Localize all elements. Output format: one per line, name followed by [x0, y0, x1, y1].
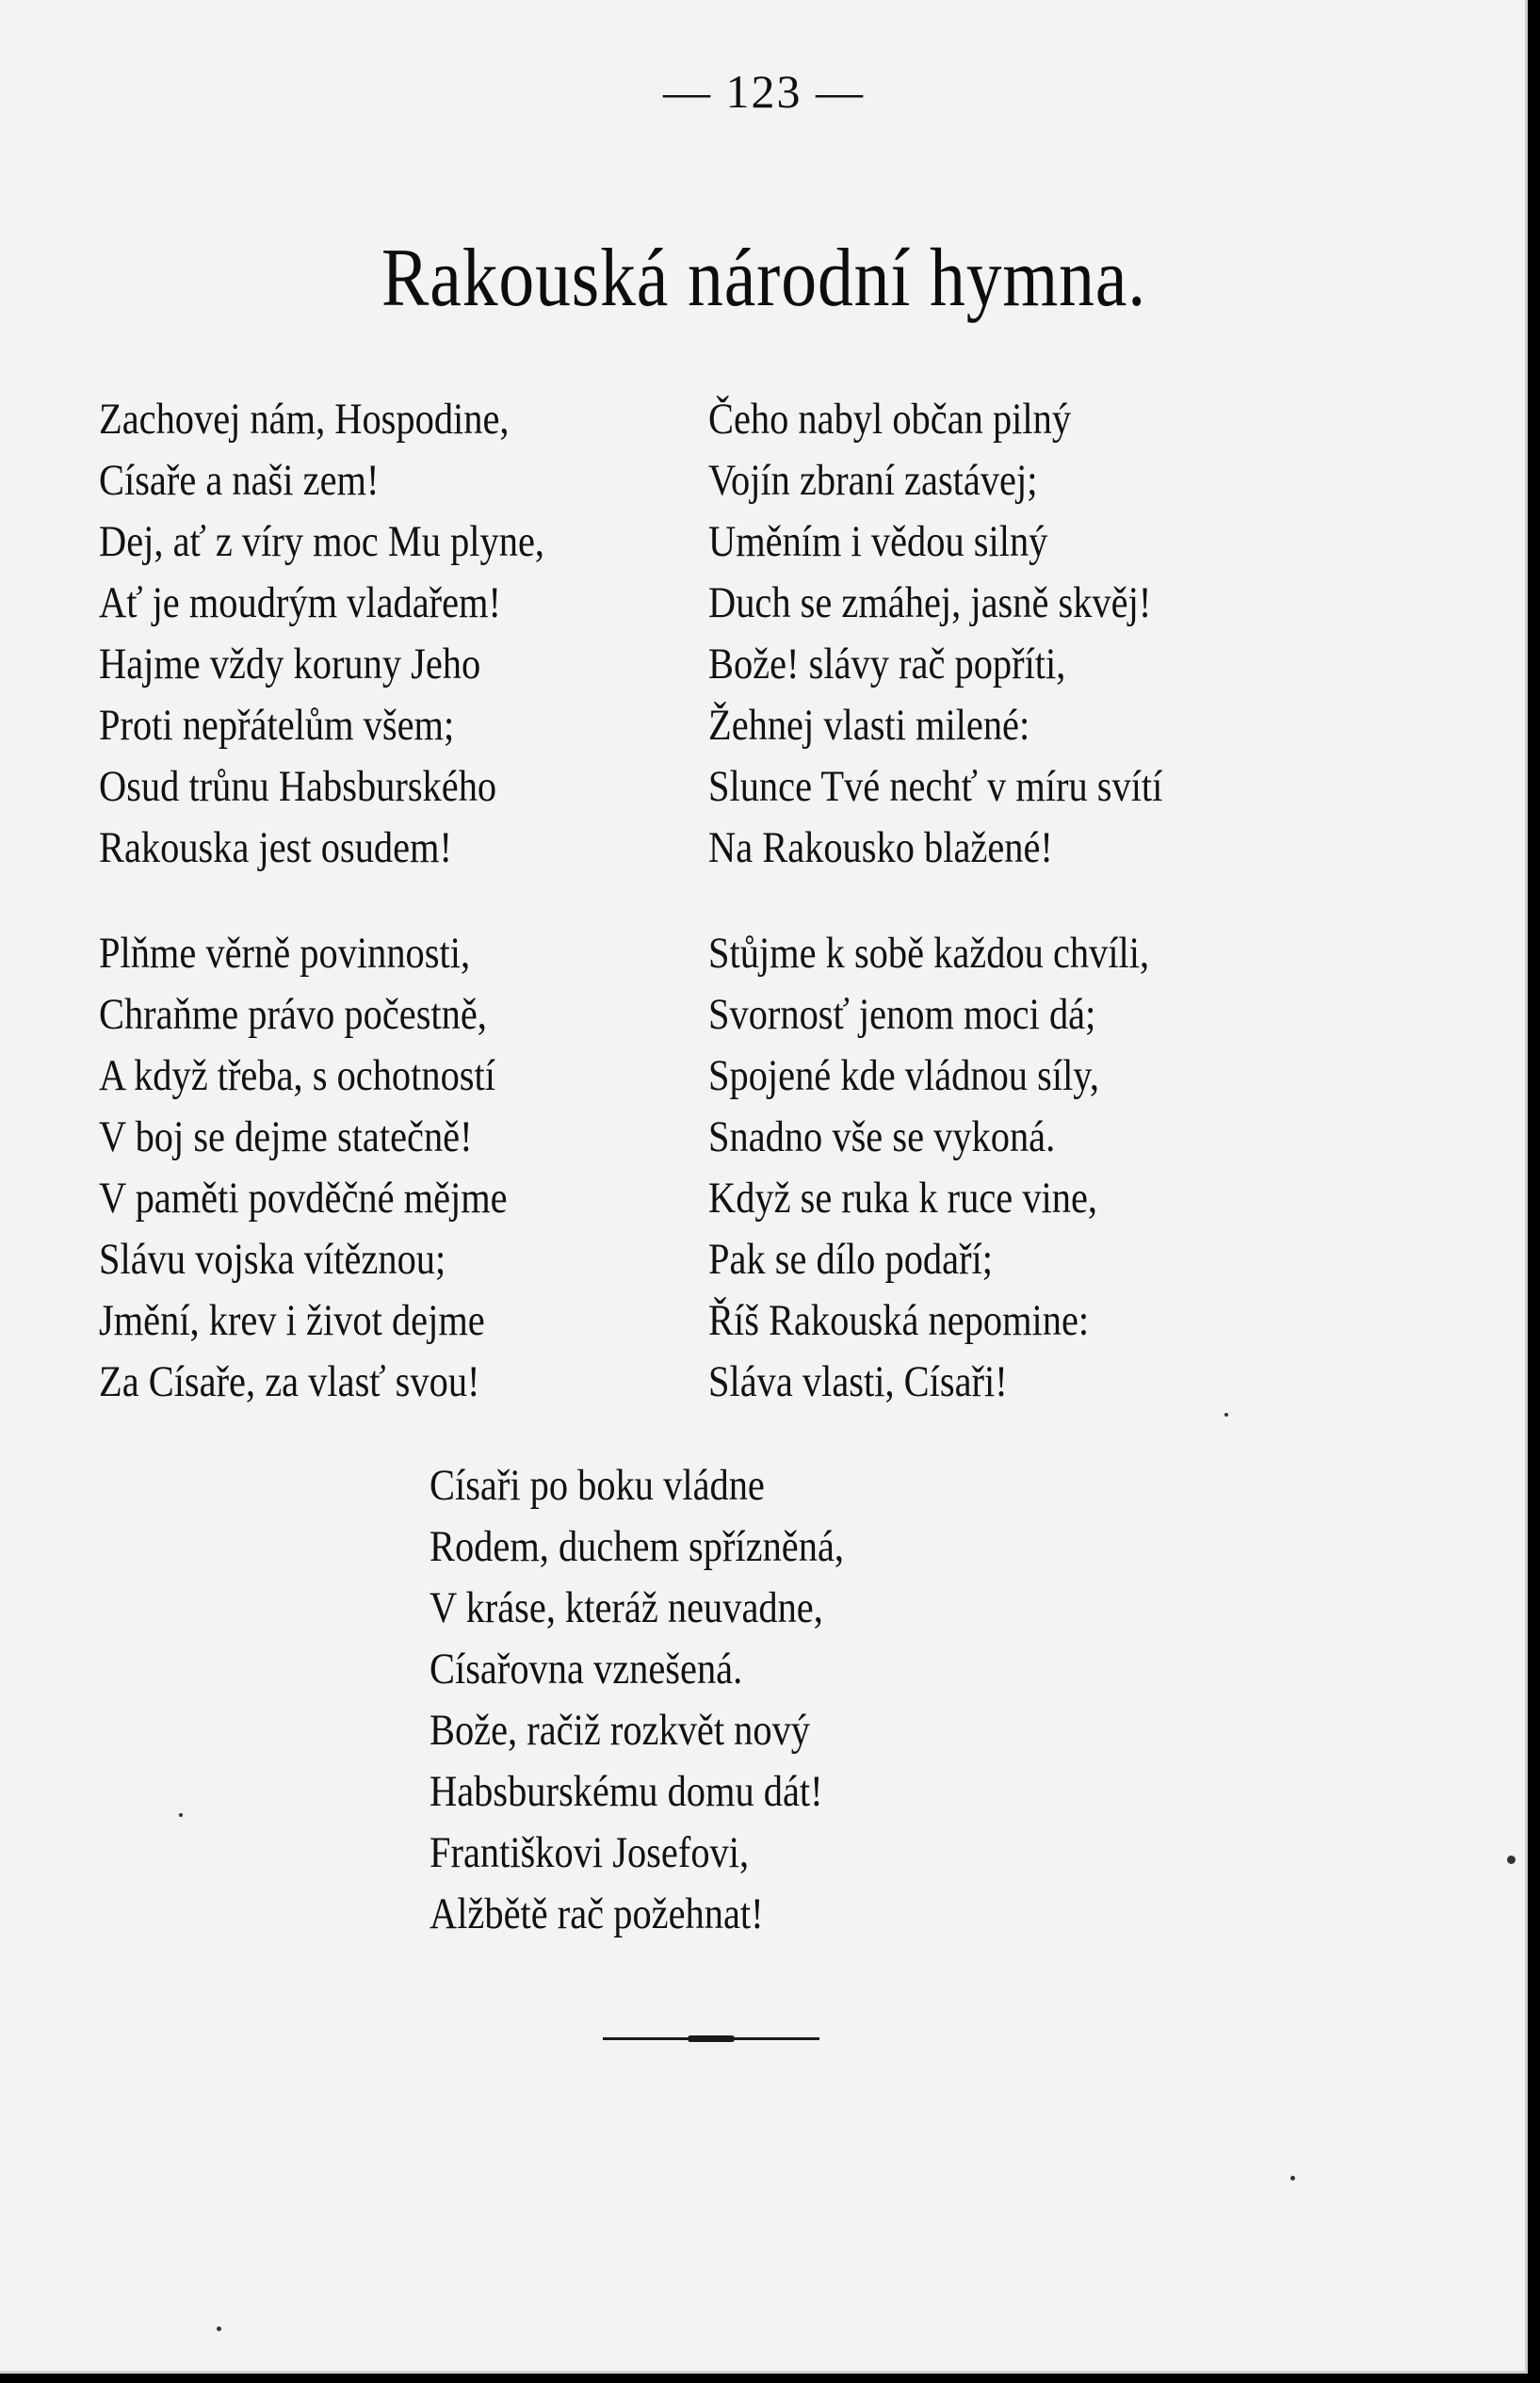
- print-speck: [1507, 1856, 1516, 1864]
- verse-line: Bože, račiž rozkvět nový: [430, 1706, 811, 1755]
- verse-line: Sláva vlasti, Císaři!: [708, 1357, 1008, 1406]
- verse-line: V kráse, kteráž neuvadne,: [430, 1583, 823, 1632]
- print-speck: [1290, 2176, 1295, 2180]
- verse-line: Habsburskému domu dát!: [430, 1767, 823, 1816]
- stanza-3: [99, 923, 508, 1413]
- verse-line: Pak se dílo podaří;: [708, 1235, 993, 1284]
- verse-line: Slunce Tvé nechť v míru svítí: [708, 762, 1163, 811]
- verse-line: Stůjme k sobě každou chvíli,: [708, 929, 1150, 978]
- verse-line: Čeho nabyl občan pilný: [708, 395, 1072, 444]
- verse-line: Císařovna vznešená.: [430, 1645, 743, 1694]
- verse-line: Slávu vojska vítěznou;: [99, 1235, 446, 1284]
- verse-line: Uměním i vědou silný: [708, 517, 1048, 566]
- verse-line: Dej, ať z víry moc Mu plyne,: [99, 517, 545, 566]
- stanza-4: [708, 923, 1149, 1413]
- verse-line: Plňme věrně povinnosti,: [99, 929, 471, 978]
- verse-line: Za Císaře, za vlasť svou!: [99, 1357, 480, 1406]
- verse-line: Proti nepřátelům všem;: [99, 701, 455, 750]
- print-speck: [179, 1813, 183, 1817]
- verse-line: Císaři po boku vládne: [430, 1461, 765, 1510]
- verse-line: Říš Rakouská nepomine:: [708, 1296, 1090, 1345]
- verse-line: Jmění, krev i život dejme: [99, 1296, 485, 1345]
- verse-line: Svornosť jenom moci dá;: [708, 990, 1096, 1039]
- stanza-1: [99, 389, 544, 879]
- verse-line: Císaře a naši zem!: [99, 456, 380, 505]
- stanza-2: [708, 389, 1162, 879]
- verse-line: Alžbětě rač požehnat!: [430, 1889, 764, 1938]
- verse-line: A když třeba, s ochotností: [99, 1051, 495, 1100]
- verse-line: Rodem, duchem spřízněná,: [430, 1522, 845, 1571]
- verse-line: Františkovi Josefovi,: [430, 1828, 750, 1877]
- verse-line: Bože! slávy rač popříti,: [708, 640, 1066, 689]
- page-number: — 123 —: [663, 65, 865, 118]
- verse-line: V boj se dejme statečně!: [99, 1112, 473, 1161]
- verse-line: Na Rakousko blažené!: [708, 823, 1053, 872]
- verse-line: Ať je moudrým vladařem!: [99, 578, 501, 627]
- print-speck: [1224, 1413, 1228, 1417]
- verse-line: Když se ruka k ruce vine,: [708, 1174, 1098, 1223]
- verse-line: Hajme vždy koruny Jeho: [99, 640, 481, 689]
- end-ornament-rule: [603, 2037, 819, 2040]
- print-speck: [217, 2326, 221, 2331]
- page-title: Rakouská národní hymna.: [381, 233, 1147, 324]
- stanza-5: [430, 1455, 844, 1945]
- verse-line: Duch se zmáhej, jasně skvěj!: [708, 578, 1152, 627]
- verse-line: Rakouska jest osudem!: [99, 823, 452, 872]
- verse-line: Spojené kde vládnou síly,: [708, 1051, 1100, 1100]
- verse-line: Žehnej vlasti milené:: [708, 701, 1030, 750]
- verse-line: Vojín zbraní zastávej;: [708, 456, 1038, 505]
- verse-line: V paměti povděčné mějme: [99, 1174, 508, 1223]
- verse-line: Chraňme právo počestně,: [99, 990, 487, 1039]
- verse-line: Osud trůnu Habsburského: [99, 762, 497, 811]
- verse-line: Zachovej nám, Hospodine,: [99, 395, 510, 444]
- verse-line: Snadno vše se vykoná.: [708, 1112, 1056, 1161]
